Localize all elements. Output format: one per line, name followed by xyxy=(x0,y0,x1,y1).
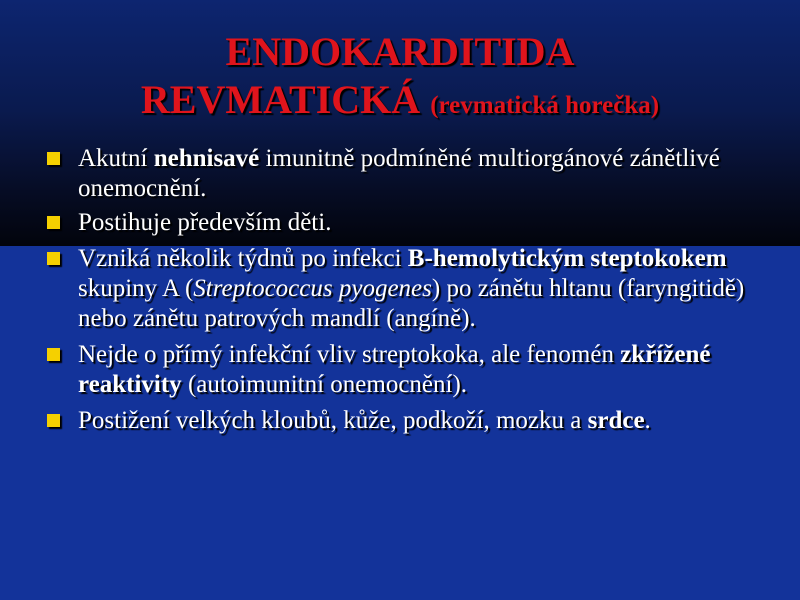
square-bullet-icon xyxy=(47,414,60,427)
slide-title xyxy=(0,28,800,130)
title-subtitle: (revmatická horečka) xyxy=(430,92,660,119)
square-bullet-icon xyxy=(47,152,60,165)
bullet-item-1 xyxy=(0,144,800,204)
bullet-1-bold-1: nehnisavé xyxy=(153,145,260,172)
bullet-5-bold-1: srdce xyxy=(587,407,645,434)
bullet-4-bold-1: zkřížené reaktivity xyxy=(78,341,711,398)
bullet-4-text-1: Nejde o přímý infekční vliv streptokoka, ale fenomén xyxy=(78,341,621,368)
title-line-1: ENDOKARDITIDA xyxy=(225,29,575,74)
bullet-3-text-2: skupiny A ( xyxy=(78,275,194,302)
bullet-1-text-2: imunitně podmíněné multiorgánové zánětlivé onemocnění. xyxy=(78,145,720,202)
bullet-list xyxy=(0,144,800,440)
bullet-3-text-1: Vzniká několik týdnů po infekci xyxy=(78,245,408,272)
title-line-2: REVMATICKÁ xyxy=(140,77,421,122)
bullet-item-5 xyxy=(0,406,800,436)
bullet-3-italic-1: Streptococcus pyogenes xyxy=(193,275,432,302)
bullet-3-text-3: ) po zánětu hltanu (faryngitidě) nebo zánětu patrových mandlí (angíně). xyxy=(78,275,745,332)
bullet-3-bold-1: B-hemolytickým steptokokem xyxy=(407,245,727,272)
bullet-item-2 xyxy=(0,208,800,238)
square-bullet-icon xyxy=(47,348,60,361)
square-bullet-icon xyxy=(47,216,60,229)
bullet-item-3 xyxy=(0,244,800,334)
bullet-item-4 xyxy=(0,340,800,400)
square-bullet-icon xyxy=(47,252,60,265)
bullet-5-text-1: Postižení velkých kloubů, kůže, podkoží, mozku a xyxy=(78,407,588,434)
bullet-1-text-1: Akutní xyxy=(78,145,154,172)
bullet-4-text-2: (autoimunitní onemocnění). xyxy=(181,371,468,398)
bullet-2-text-1: Postihuje především děti. xyxy=(78,209,332,236)
title-line-2-wrap xyxy=(0,76,800,130)
bullet-5-text-2: . xyxy=(644,407,651,434)
